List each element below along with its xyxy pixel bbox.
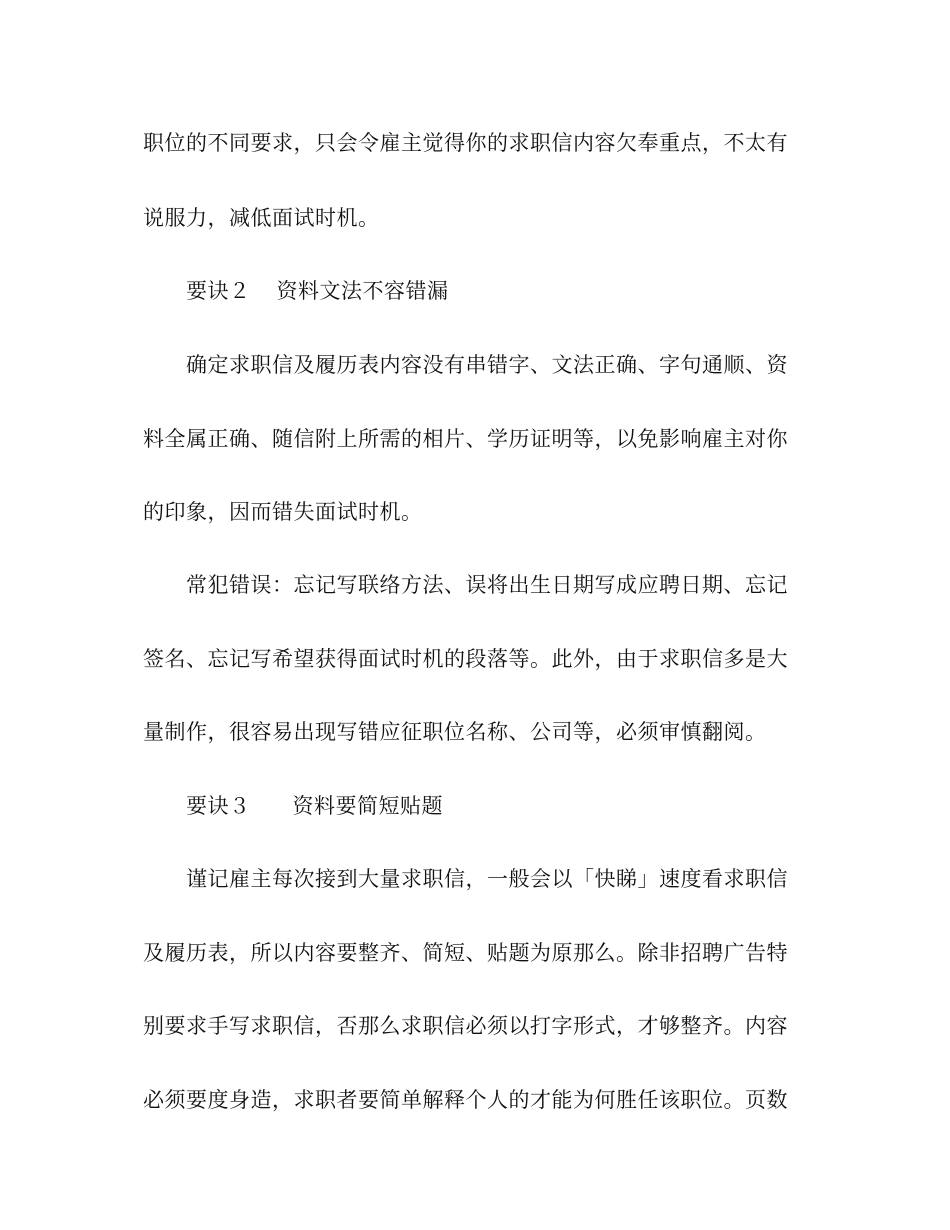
paragraph-line: 确定求职信及履历表内容没有串错字、文法正确、字句通顺、资: [186, 353, 788, 377]
paragraph-line: 必须要度身造，求职者要简单解释个人的才能为何胜任该职位。页数: [143, 1088, 788, 1112]
paragraph-line: 常犯错误：忘记写联络方法、误将出生日期写成应聘日期、忘记: [186, 573, 788, 597]
paragraph-line: 的印象，因而错失面试时机。: [143, 500, 423, 524]
section-heading-label: 要诀２: [186, 279, 251, 303]
paragraph-line: 料全属正确、随信附上所需的相片、学历证明等，以免影响雇主对你: [143, 427, 788, 451]
paragraph-line: 签名、忘记写希望获得面试时机的段落等。此外，由于求职信多是大: [143, 647, 788, 671]
paragraph-line: 及履历表，所以内容要整齐、简短、贴题为原那么。除非招聘广告特: [143, 941, 788, 965]
paragraph-line: 别要求手写求职信，否那么求职信必须以打字形式，才够整齐。内容: [143, 1014, 788, 1038]
paragraph-line: 职位的不同要求，只会令雇主觉得你的求职信内容欠奉重点，不太有: [143, 131, 788, 155]
section-heading-label: 要诀３: [186, 794, 251, 818]
section-heading-3: [186, 791, 846, 821]
paragraph-line: 谨记雇主每次接到大量求职信，一般会以「快睇」速度看求职信: [186, 867, 788, 891]
paragraph-line: 量制作，很容易出现写错应征职位名称、公司等，必须审慎翻阅。: [143, 720, 767, 744]
section-heading-title: 资料要简短贴题: [292, 794, 443, 818]
section-heading-2: [186, 276, 846, 306]
paragraph-line: 说服力，减低面试时机。: [143, 206, 380, 230]
section-heading-title: 资料文法不容错漏: [276, 279, 449, 303]
